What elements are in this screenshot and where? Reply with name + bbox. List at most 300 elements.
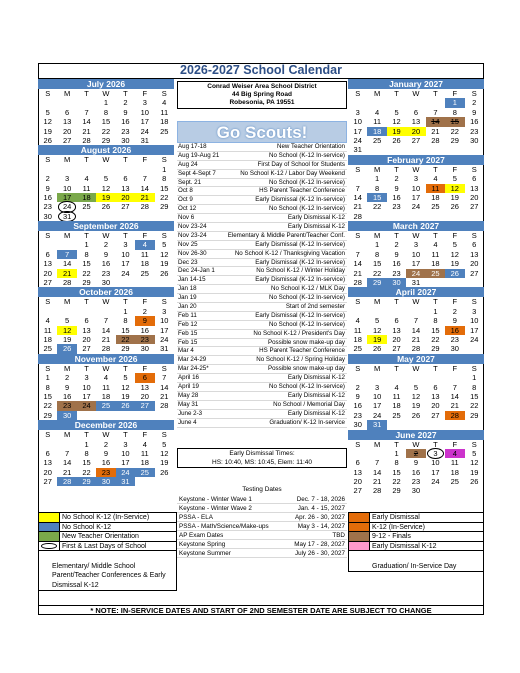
day-cell: 16	[62, 391, 72, 401]
day-cell: 27	[431, 410, 440, 420]
day-cell	[406, 307, 425, 316]
day-cell: 4	[45, 316, 50, 326]
day-cell: 12	[160, 448, 169, 458]
day-cell: 9	[472, 107, 477, 117]
day-cell: 26	[160, 467, 169, 477]
dismissal-title: Early Dismissal Times:	[229, 450, 295, 457]
day-cell: 24	[140, 126, 149, 136]
legend-item	[348, 523, 484, 533]
day-cell: 15	[367, 193, 386, 202]
month-header: January 2027	[348, 79, 484, 89]
day-cell	[57, 440, 76, 449]
day-cell: 2	[394, 240, 399, 250]
day-cell	[57, 165, 76, 174]
event-description: No School (K-12 In-service)	[269, 178, 345, 186]
day-cell: 11	[431, 249, 440, 259]
week-row	[348, 468, 484, 477]
event-row	[177, 312, 347, 321]
day-cell: 11	[140, 249, 149, 259]
day-cell: 19	[62, 334, 72, 344]
day-cell: 26	[372, 344, 382, 354]
day-cell: 10	[411, 249, 421, 259]
day-cell: 23	[57, 401, 76, 410]
day-cell: 22	[392, 477, 401, 487]
weekday-row	[348, 440, 484, 449]
day-cell: 27	[121, 202, 130, 212]
day-cell: 22	[116, 335, 135, 344]
day-cell: 15	[392, 467, 401, 477]
day-cell: 27	[43, 278, 52, 288]
test-dates: May 3 - 14, 2027	[297, 523, 345, 530]
week-row	[38, 440, 174, 449]
day-cell	[445, 278, 464, 287]
day-cell: 19	[96, 193, 115, 202]
day-cell: 26	[101, 202, 111, 212]
day-cell: 2	[45, 174, 50, 184]
day-cell: 25	[431, 202, 440, 212]
day-cell: 9	[452, 316, 457, 326]
day-cell: 18	[77, 193, 96, 202]
day-cell: 5	[45, 107, 50, 117]
test-dates: Dec. 7 - 18, 2026	[296, 496, 345, 503]
day-cell: 13	[121, 183, 130, 193]
day-cell: 23	[470, 126, 479, 136]
day-cell: 21	[82, 126, 91, 136]
test-name: PSSA - Math/Science/Make-ups	[179, 523, 269, 530]
event-description: Early Dismissal (K-12 In-service)	[255, 258, 345, 266]
day-cell: 17	[411, 192, 421, 202]
day-cell	[116, 212, 135, 221]
day-cell: 4	[445, 449, 464, 458]
day-cell: 25	[160, 126, 169, 136]
day-cell: 30	[96, 477, 115, 486]
weekday-label: M	[374, 297, 381, 307]
day-cell	[426, 486, 445, 495]
day-cell: 3	[472, 306, 477, 316]
weekday-label: T	[433, 231, 438, 241]
weekday-row	[38, 155, 174, 164]
event-description: Early Dismissal K-12	[287, 223, 345, 231]
day-cell: 11	[426, 184, 445, 193]
day-cell: 15	[82, 458, 91, 468]
day-cell: 25	[96, 401, 115, 410]
weekday-label: T	[123, 430, 128, 440]
event-row	[177, 356, 347, 365]
day-cell: 18	[140, 458, 149, 468]
test-dates: Apr. 26 - 30, 2027	[294, 514, 345, 521]
day-cell	[387, 373, 406, 382]
day-cell: 18	[392, 401, 401, 411]
day-cell: 6	[123, 174, 128, 184]
day-cell: 27	[392, 344, 401, 354]
day-cell: 17	[121, 259, 130, 269]
day-cell: 15	[431, 325, 440, 335]
weekday-label: W	[102, 155, 110, 165]
day-cell: 16	[101, 259, 111, 269]
weekday-row	[38, 231, 174, 240]
week-row	[38, 278, 174, 287]
day-cell: 8	[45, 382, 50, 392]
weekday-label: F	[142, 430, 148, 440]
week-row	[348, 174, 484, 183]
day-cell: 23	[392, 202, 401, 212]
legend-swatch	[349, 523, 370, 532]
legend-item	[38, 532, 177, 542]
day-cell: 20	[406, 127, 425, 136]
dismissal-times-box	[177, 448, 347, 468]
day-cell: 28	[353, 211, 362, 221]
day-cell: 19	[450, 259, 459, 269]
day-cell: 10	[160, 316, 169, 326]
day-cell: 26	[470, 477, 479, 487]
day-cell: 8	[375, 249, 380, 259]
week-row	[348, 449, 484, 458]
day-cell: 6	[65, 107, 70, 117]
week-row	[348, 145, 484, 154]
weekday-label: W	[412, 363, 420, 373]
legend-swatch	[39, 542, 60, 551]
day-cell: 30	[450, 344, 459, 354]
event-row	[177, 196, 347, 205]
day-cell	[406, 420, 425, 429]
test-dates: TBD	[332, 532, 345, 539]
day-cell: 23	[450, 334, 459, 344]
event-description: No School K-12 / Thanksgiving Vacation	[234, 249, 345, 257]
weekday-label: W	[412, 89, 420, 98]
day-cell: 11	[353, 325, 362, 335]
day-cell: 1	[472, 373, 477, 383]
day-cell: 15	[470, 391, 479, 401]
event-row	[177, 383, 347, 392]
day-cell	[406, 373, 425, 382]
day-cell: 3	[413, 240, 419, 250]
day-cell: 12	[160, 249, 169, 259]
month-dec	[38, 420, 174, 486]
day-cell: 8	[472, 382, 477, 392]
day-cell: 10	[121, 249, 130, 259]
weekday-label: S	[355, 164, 361, 174]
day-cell: 12	[121, 382, 130, 392]
event-date: Nov 23-24	[178, 223, 207, 231]
day-cell	[135, 165, 154, 174]
day-cell: 2	[406, 449, 425, 458]
day-cell: 9	[45, 183, 50, 193]
event-description: No School (K-12 In-service)	[269, 151, 345, 159]
day-cell: 27	[135, 401, 154, 410]
day-cell: 2	[394, 174, 399, 184]
day-cell: 21	[57, 269, 76, 278]
day-cell: 25	[135, 468, 154, 477]
week-row	[348, 98, 484, 107]
weekday-label: T	[84, 363, 89, 373]
legend-swatch	[39, 523, 60, 532]
day-cell	[57, 307, 76, 316]
day-cell: 24	[470, 334, 479, 344]
day-cell	[348, 174, 367, 183]
day-cell	[465, 486, 484, 495]
day-cell: 31	[57, 212, 76, 221]
day-cell: 3	[413, 174, 419, 184]
day-cell: 25	[450, 477, 459, 487]
month-apr	[348, 287, 484, 353]
event-row	[177, 294, 347, 303]
weekday-label: S	[355, 439, 361, 449]
day-cell: 17	[353, 126, 362, 136]
event-description: No School K-12 / President's Day	[253, 329, 345, 337]
day-cell: 29	[160, 202, 169, 212]
day-cell: 20	[431, 401, 440, 411]
day-cell: 28	[82, 135, 91, 145]
day-cell: 29	[43, 410, 52, 420]
weekday-label: F	[142, 89, 148, 98]
day-cell: 3	[355, 107, 360, 117]
day-cell: 7	[57, 250, 76, 259]
day-cell: 16	[43, 192, 52, 202]
day-cell: 4	[433, 174, 438, 184]
day-cell: 16	[392, 192, 401, 202]
day-cell: 28	[62, 278, 72, 288]
day-cell	[38, 307, 57, 316]
weekday-label: M	[64, 155, 71, 165]
week-row	[38, 383, 174, 392]
day-cell: 1	[103, 98, 109, 108]
day-cell: 29	[431, 344, 440, 354]
day-cell	[426, 420, 445, 429]
legend-label: Graduation/ In-Service Day	[372, 562, 457, 570]
event-date: Nov 25	[178, 240, 198, 248]
test-name: PSSA - ELA	[179, 514, 213, 521]
day-cell	[387, 307, 406, 316]
day-cell: 24	[160, 334, 169, 344]
day-cell: 28	[160, 401, 169, 411]
event-description: First Day of School for Students	[257, 160, 345, 168]
day-cell: 30	[353, 420, 362, 430]
day-cell	[77, 411, 96, 420]
day-cell: 11	[160, 107, 169, 117]
day-cell: 24	[57, 202, 76, 211]
event-date: Aug 19-Aug 21	[178, 151, 220, 159]
day-cell: 27	[62, 135, 72, 145]
day-cell: 10	[470, 316, 479, 326]
day-cell: 26	[450, 202, 459, 212]
day-cell: 19	[160, 259, 169, 269]
weekday-label: F	[452, 439, 458, 449]
day-cell: 6	[135, 373, 154, 382]
weekday-label: W	[102, 89, 110, 98]
day-cell: 23	[135, 335, 154, 344]
day-cell: 22	[101, 126, 111, 136]
event-row	[177, 187, 347, 196]
event-description: Early Dismissal (K-12 In-service)	[255, 240, 345, 248]
event-date: Nov 26-30	[178, 249, 207, 257]
month-header: November 2026	[38, 354, 174, 364]
month-jul	[38, 79, 174, 145]
weekday-label: F	[452, 297, 458, 307]
day-cell: 31	[353, 145, 362, 155]
weekday-label: T	[394, 89, 399, 98]
day-cell: 7	[375, 458, 380, 468]
legend-item	[38, 551, 177, 591]
day-cell: 19	[43, 126, 52, 136]
day-cell: 26	[57, 344, 76, 353]
event-row	[177, 276, 347, 285]
event-date: Mar 24-29	[178, 356, 207, 364]
month-aug	[38, 145, 174, 221]
weekday-label: W	[412, 297, 420, 307]
week-row	[348, 477, 484, 486]
day-cell: 19	[470, 467, 479, 477]
legend-label: 9-12 - Finals	[372, 533, 411, 540]
event-description: Elementary & Middle Parent/Teacher Conf.	[227, 231, 345, 239]
legend-item	[38, 542, 177, 552]
test-dates: May 17 - 28, 2027	[294, 541, 345, 548]
day-cell: 28	[57, 477, 76, 486]
day-cell	[77, 307, 96, 316]
day-cell: 4	[103, 373, 109, 383]
day-cell: 24	[431, 477, 440, 487]
dismissal-times: HS: 10:40, MS: 10:45, Elem: 11:40	[212, 459, 312, 466]
weekday-label: M	[374, 363, 381, 373]
weekday-label: S	[471, 439, 477, 449]
day-cell: 15	[101, 117, 111, 127]
day-cell	[465, 344, 484, 353]
week-row	[348, 383, 484, 392]
day-cell	[406, 98, 425, 107]
day-cell: 18	[43, 334, 52, 344]
week-row	[38, 136, 174, 145]
day-cell: 1	[375, 174, 380, 184]
day-cell: 8	[394, 458, 399, 468]
day-cell	[155, 477, 174, 486]
month-header: May 2027	[348, 354, 484, 364]
event-date: April 16	[178, 374, 199, 382]
day-cell: 1	[84, 439, 89, 449]
testing-row	[177, 495, 347, 504]
testing-row	[177, 549, 347, 558]
legend-left	[38, 512, 177, 591]
day-cell	[387, 420, 406, 429]
day-cell: 11	[140, 448, 149, 458]
day-cell: 28	[445, 411, 464, 420]
day-cell	[445, 373, 464, 382]
day-cell: 26	[392, 135, 401, 145]
day-cell: 11	[43, 325, 52, 335]
month-header: February 2027	[348, 155, 484, 165]
day-cell: 2	[103, 439, 109, 449]
weekday-row	[348, 165, 484, 174]
day-cell: 6	[413, 107, 419, 117]
day-cell	[135, 278, 154, 287]
weekday-label: W	[102, 297, 110, 307]
day-cell: 4	[84, 174, 89, 184]
slogan-banner: Go Scouts!	[177, 121, 347, 143]
day-cell: 14	[101, 325, 111, 335]
event-date: April 19	[178, 383, 199, 391]
day-cell: 5	[375, 316, 380, 326]
day-cell	[135, 212, 154, 221]
event-date: Oct 12	[178, 205, 197, 213]
day-cell	[57, 98, 76, 107]
week-row	[348, 458, 484, 467]
day-cell: 9	[103, 448, 109, 458]
day-cell: 30	[470, 135, 479, 145]
weekday-label: T	[394, 297, 399, 307]
week-row	[38, 165, 174, 174]
day-cell: 23	[411, 477, 421, 487]
day-cell: 16	[411, 467, 421, 477]
day-cell: 2	[123, 98, 128, 108]
event-date: Jan 20	[178, 303, 197, 311]
day-cell: 31	[116, 477, 135, 486]
day-cell: 2	[355, 382, 360, 392]
event-description: Early Dismissal K-12	[287, 391, 345, 399]
day-cell: 27	[470, 202, 479, 212]
day-cell: 17	[121, 458, 130, 468]
day-cell: 5	[413, 382, 419, 392]
week-row	[38, 316, 174, 325]
day-cell: 4	[394, 382, 399, 392]
day-cell: 10	[140, 107, 149, 117]
day-cell: 17	[431, 467, 440, 477]
day-cell	[135, 411, 154, 420]
legend-item	[348, 532, 484, 542]
day-cell: 21	[62, 467, 72, 477]
day-cell	[96, 411, 115, 420]
event-description: No School K-12 / Spring Holiday	[256, 356, 345, 364]
week-row	[348, 184, 484, 193]
day-cell: 25	[372, 135, 382, 145]
event-description: Early Dismissal K-12	[287, 214, 345, 222]
weekday-label: S	[355, 297, 361, 307]
day-cell: 18	[431, 192, 440, 202]
month-feb	[348, 155, 484, 221]
day-cell: 29	[470, 410, 479, 420]
event-row	[177, 143, 347, 152]
day-cell: 22	[160, 192, 169, 202]
event-description: Early Dismissal (K-12 In-service)	[255, 311, 345, 319]
event-row	[177, 161, 347, 170]
day-cell: 4	[355, 316, 360, 326]
testing-dates-title: Testing Dates	[242, 486, 282, 493]
day-cell: 6	[394, 316, 399, 326]
day-cell: 15	[121, 325, 130, 335]
weekday-label: S	[161, 155, 167, 165]
day-cell: 20	[353, 477, 362, 487]
weekday-label: T	[394, 363, 399, 373]
day-cell: 13	[140, 382, 149, 392]
weekday-label: W	[102, 363, 110, 373]
week-row	[348, 250, 484, 259]
day-cell: 15	[445, 117, 464, 126]
day-cell: 28	[353, 278, 362, 288]
week-row	[38, 468, 174, 477]
day-cell: 31	[140, 135, 149, 145]
day-cell: 3	[162, 306, 167, 316]
day-cell: 30	[57, 411, 76, 420]
day-cell: 1	[162, 164, 167, 174]
day-cell: 11	[373, 117, 382, 127]
weekday-label: F	[452, 363, 458, 373]
week-row	[38, 193, 174, 202]
day-cell: 8	[452, 107, 457, 117]
day-cell: 10	[121, 448, 130, 458]
day-cell: 27	[353, 486, 362, 496]
weekday-label: S	[161, 231, 167, 241]
right-month-column	[348, 79, 484, 496]
event-description: No School K-12 / Winter Holiday	[256, 267, 345, 275]
legend-swatch	[349, 532, 370, 541]
day-cell: 2	[472, 98, 477, 108]
